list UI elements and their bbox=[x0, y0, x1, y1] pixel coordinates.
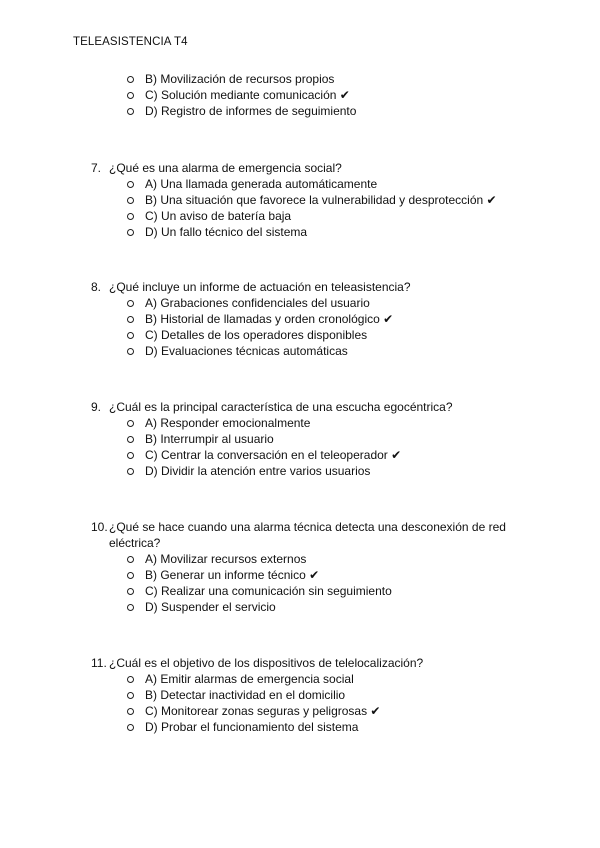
question-number: 11. bbox=[91, 656, 107, 670]
options-list bbox=[0, 551, 600, 615]
question-6-continuation bbox=[0, 71, 600, 119]
option-b: B) Movilización de recursos propios bbox=[0, 71, 600, 87]
question-text: ¿Cuál es el objetivo de los dispositivos de telelocalización? bbox=[109, 656, 424, 670]
hollow-bullet-icon bbox=[127, 181, 134, 188]
option-d: D) Dividir la atención entre varios usuarios bbox=[0, 463, 600, 479]
option-a: A) Responder emocionalmente bbox=[0, 415, 600, 431]
option-b: B) Una situación que favorece la vulnerabilidad y desprotección ✔ bbox=[0, 192, 600, 208]
hollow-bullet-icon bbox=[127, 300, 134, 307]
hollow-bullet-icon bbox=[127, 676, 134, 683]
hollow-bullet-icon bbox=[127, 213, 134, 220]
hollow-bullet-icon bbox=[127, 452, 134, 459]
question-10 bbox=[0, 519, 600, 615]
question-text: ¿Cuál es la principal característica de una escucha egocéntrica? bbox=[109, 400, 453, 414]
hollow-bullet-icon bbox=[127, 692, 134, 699]
question-line bbox=[0, 655, 600, 671]
question-8 bbox=[0, 279, 600, 359]
option-b: B) Interrumpir al usuario bbox=[0, 431, 600, 447]
hollow-bullet-icon bbox=[127, 108, 134, 115]
option-c: C) Solución mediante comunicación ✔ bbox=[0, 87, 600, 103]
question-line bbox=[0, 399, 600, 415]
hollow-bullet-icon bbox=[127, 468, 134, 475]
question-text: ¿Qué es una alarma de emergencia social? bbox=[109, 161, 342, 175]
option-c: C) Centrar la conversación en el teleoperador ✔ bbox=[0, 447, 600, 463]
hollow-bullet-icon bbox=[127, 316, 134, 323]
hollow-bullet-icon bbox=[127, 588, 134, 595]
question-9 bbox=[0, 399, 600, 479]
question-line-continued bbox=[0, 535, 600, 551]
hollow-bullet-icon bbox=[127, 76, 134, 83]
hollow-bullet-icon bbox=[127, 604, 134, 611]
question-text: ¿Qué incluye un informe de actuación en teleasistencia? bbox=[109, 280, 411, 294]
option-c: C) Realizar una comunicación sin seguimiento bbox=[0, 583, 600, 599]
document-header: TELEASISTENCIA T4 bbox=[73, 36, 188, 48]
hollow-bullet-icon bbox=[127, 332, 134, 339]
option-d: D) Registro de informes de seguimiento bbox=[0, 103, 600, 119]
hollow-bullet-icon bbox=[127, 197, 134, 204]
option-a: A) Grabaciones confidenciales del usuario bbox=[0, 295, 600, 311]
options-list bbox=[0, 415, 600, 479]
option-b: B) Historial de llamadas y orden cronológico ✔ bbox=[0, 311, 600, 327]
question-line bbox=[0, 160, 600, 176]
option-c: C) Detalles de los operadores disponibles bbox=[0, 327, 600, 343]
question-11 bbox=[0, 655, 600, 735]
hollow-bullet-icon bbox=[127, 708, 134, 715]
question-line bbox=[0, 279, 600, 295]
hollow-bullet-icon bbox=[127, 556, 134, 563]
hollow-bullet-icon bbox=[127, 92, 134, 99]
question-text-continued: eléctrica? bbox=[109, 536, 161, 550]
hollow-bullet-icon bbox=[127, 724, 134, 731]
question-text: ¿Qué se hace cuando una alarma técnica detecta una desconexión de red bbox=[109, 520, 506, 534]
question-line bbox=[0, 519, 600, 535]
question-number: 7. bbox=[91, 161, 102, 175]
option-d: D) Suspender el servicio bbox=[0, 599, 600, 615]
hollow-bullet-icon bbox=[127, 572, 134, 579]
option-d: D) Evaluaciones técnicas automáticas bbox=[0, 343, 600, 359]
option-c: C) Monitorear zonas seguras y peligrosas ✔ bbox=[0, 703, 600, 719]
hollow-bullet-icon bbox=[127, 420, 134, 427]
option-a: A) Movilizar recursos externos bbox=[0, 551, 600, 567]
options-list bbox=[0, 176, 600, 240]
option-c: C) Un aviso de batería baja bbox=[0, 208, 600, 224]
option-a: A) Emitir alarmas de emergencia social bbox=[0, 671, 600, 687]
options-list bbox=[0, 71, 600, 119]
option-a: A) Una llamada generada automáticamente bbox=[0, 176, 600, 192]
question-number: 10. bbox=[91, 520, 108, 534]
hollow-bullet-icon bbox=[127, 348, 134, 355]
options-list bbox=[0, 671, 600, 735]
option-d: D) Un fallo técnico del sistema bbox=[0, 224, 600, 240]
hollow-bullet-icon bbox=[127, 436, 134, 443]
hollow-bullet-icon bbox=[127, 229, 134, 236]
question-number: 8. bbox=[91, 280, 102, 294]
question-number: 9. bbox=[91, 400, 102, 414]
options-list bbox=[0, 295, 600, 359]
option-b: B) Generar un informe técnico ✔ bbox=[0, 567, 600, 583]
question-7 bbox=[0, 160, 600, 240]
option-b: B) Detectar inactividad en el domicilio bbox=[0, 687, 600, 703]
option-d: D) Probar el funcionamiento del sistema bbox=[0, 719, 600, 735]
